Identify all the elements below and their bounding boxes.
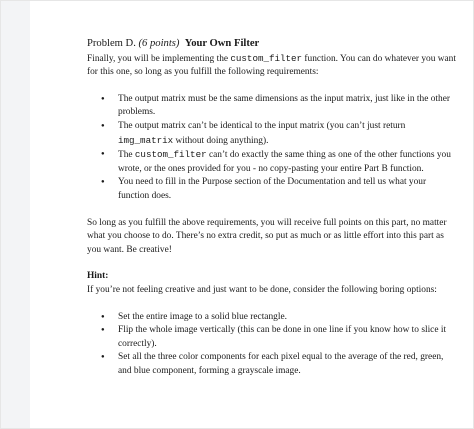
requirement-text: The output matrix must be the same dimensions as the input matrix, just like in the other problems. <box>118 93 450 118</box>
requirement-text: can’t do exactly the same thing as one of the other functions you wrote, or the ones provided for you - no copy-pasting your entire Part B function. <box>118 150 451 174</box>
requirement-item <box>87 148 459 176</box>
hint-options-list <box>87 311 459 379</box>
intro-paragraph <box>87 52 459 80</box>
problem-points: (6 points) <box>138 38 180 49</box>
requirements-list <box>87 93 459 204</box>
requirement-text: You need to fill in the Purpose section of the Documentation and tell us what your function does. <box>118 177 427 201</box>
left-margin-gutter <box>0 0 30 429</box>
requirement-item <box>87 176 459 203</box>
hint-intro: If you’re not feeling creative and just want to be done, consider the following boring options: <box>87 284 437 295</box>
requirement-item <box>87 120 459 148</box>
requirement-text: without doing anything). <box>173 135 269 146</box>
requirement-text: The output matrix can’t be identical to the input matrix (you can’t just return <box>118 120 406 131</box>
requirement-text: The <box>118 150 135 161</box>
problem-label: Problem D. <box>87 38 136 49</box>
summary-paragraph: So long as you fulfill the above requirements, you will receive full points on this part, no matter what you choose to do. There’s no extra credit, so put as much or as little effort into this part as you want. Be creative! <box>87 217 447 255</box>
intro-code: custom_filter <box>230 52 303 64</box>
hint-option: ● Set the entire image to a solid blue rectangle. <box>87 311 459 325</box>
requirement-code: custom_filter <box>134 149 207 161</box>
hint-option: ● Flip the whole image vertically (this can be done in one line if you know how to slice it correctly). <box>87 324 459 351</box>
requirement-code: img_matrix <box>118 134 174 146</box>
hint-title: Hint: <box>87 271 109 282</box>
document-body <box>87 37 459 378</box>
problem-title: Your Own Filter <box>184 38 260 49</box>
intro-text-end: function. You can do whatever you want for this one, so long as you fulfill the following requirements: <box>87 53 456 78</box>
requirement-item <box>87 93 459 120</box>
intro-text-start: Finally, you will be implementing the <box>87 53 231 64</box>
problem-heading <box>87 37 459 51</box>
hint-option: ● Set all the three color components for each pixel equal to the average of the red, green, and blue component, forming a grayscale image. <box>87 351 459 378</box>
